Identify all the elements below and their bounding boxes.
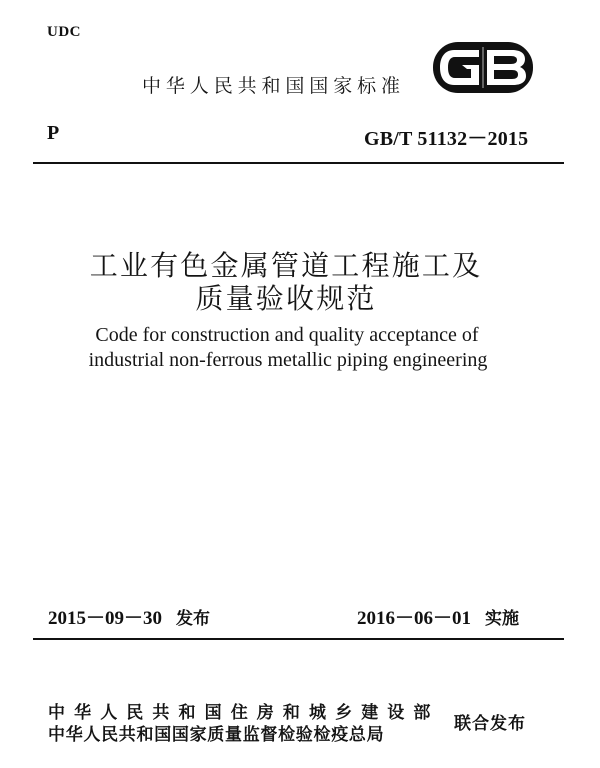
issuer-aqsiq: 中华人民共和国国家质量监督检验检疫总局 xyxy=(48,725,385,745)
category-code: P xyxy=(47,122,60,144)
joint-release-label: 联合发布 xyxy=(454,714,526,734)
udc-label: UDC xyxy=(47,24,81,40)
publish-date xyxy=(48,603,210,630)
national-standard-heading: 中华人民共和国国家标准 xyxy=(142,75,405,97)
issuer-ministry-housing: 中华人民共和国住房和城乡建设部 xyxy=(48,703,440,723)
effective-date-value: 2016－06－01 xyxy=(357,608,472,629)
effective-label: 实施 xyxy=(485,609,520,629)
effective-date xyxy=(357,603,519,630)
title-english-line2: industrial non-ferrous metallic piping engineering xyxy=(88,349,488,371)
standard-number: GB/T 51132－2015 xyxy=(364,128,529,150)
publish-label: 发布 xyxy=(176,609,211,629)
top-divider xyxy=(33,162,564,164)
title-chinese-line2: 质量验收规范 xyxy=(195,282,377,315)
publish-date-value: 2015－09－30 xyxy=(48,608,163,629)
bottom-divider xyxy=(33,638,564,640)
gb-logo-icon xyxy=(432,41,534,94)
title-chinese-line1: 工业有色金属管道工程施工及 xyxy=(89,249,483,282)
title-english-line1: Code for construction and quality acceptance of xyxy=(95,324,479,346)
